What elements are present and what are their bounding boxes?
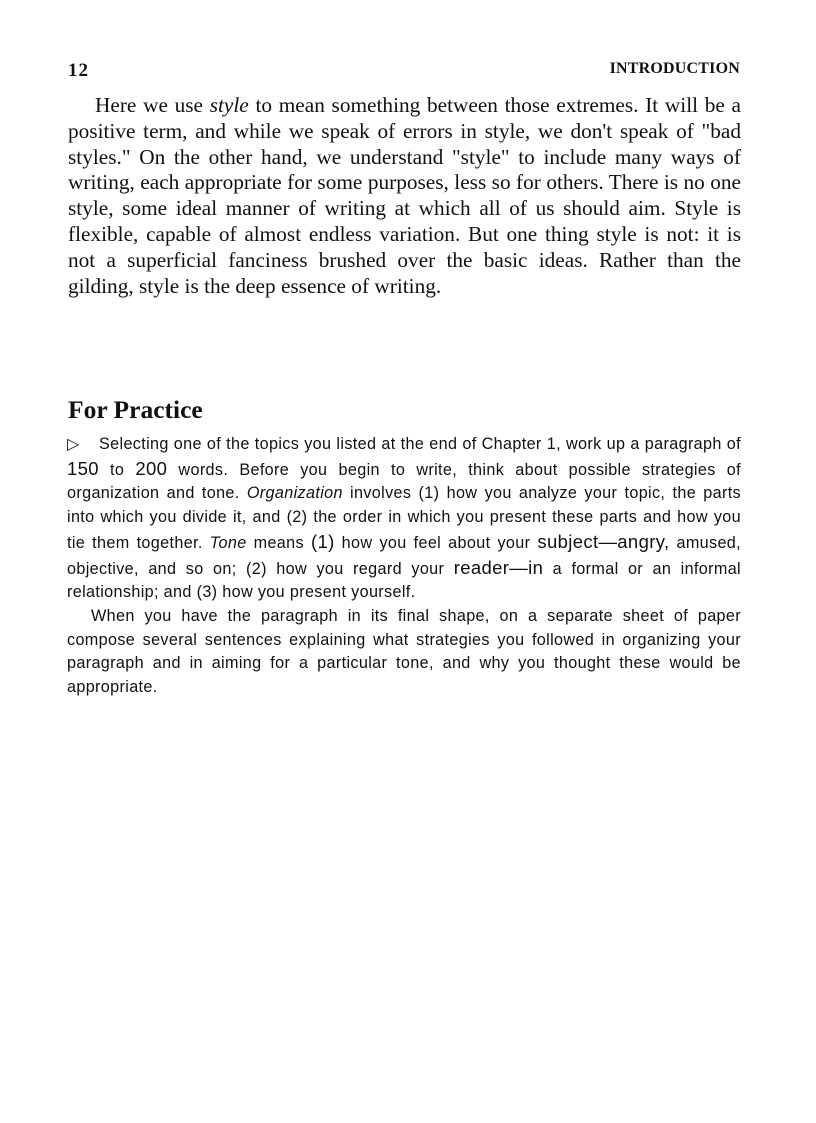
emphasized-word: style <box>209 93 249 117</box>
practice-paragraph: When you have the paragraph in its final shape, on a separate sheet of paper compose several sentences explaining what strategies you followed in organizing your paragraph and in aiming for a particular tone, and why you thought these would be appropriate. <box>67 606 741 697</box>
text-run: means <box>246 533 311 552</box>
text-run-reader: reader—in <box>453 556 544 578</box>
triangle-marker-icon: ▷ <box>67 436 80 453</box>
section-heading: For Practice <box>68 395 203 424</box>
body-paragraph <box>68 93 741 299</box>
text-run: Selecting one of the topics you listed at the end of Chapter 1, work up a paragraph of <box>99 435 741 453</box>
text-run: words. Before you begin to write, think about possible strategies of organization and tone. <box>67 460 741 503</box>
emphasized-term-tone: Tone <box>209 533 247 552</box>
list-number: (1) <box>310 530 335 552</box>
text-run: a formal or an informal relationship; and (3) how you present yourself. <box>67 559 741 602</box>
running-title: INTRODUCTION <box>609 60 740 77</box>
running-head <box>68 60 740 84</box>
text-run: to mean something between those extremes. It will be a positive term, and while we speak of errors in style, we don't speak of "bad styles." On the other hand, we understand "style" to include many ways of writing, each appropriate for some purposes, less so for others. There is no one style, some ideal manner of writing at which all of us should aim. Style is flexible, capable of almost endless variation. But one thing style is not: it is not a superficial fanciness brushed over the basic ideas. Rather than the gilding, style is the deep essence of writing. <box>68 93 742 298</box>
text-run: how you feel about your <box>334 533 538 552</box>
text-run: to <box>98 460 136 479</box>
text-run: Here we use <box>95 93 210 117</box>
emphasized-term-organization: Organization <box>246 484 343 503</box>
practice-paragraph <box>67 433 741 605</box>
practice-section <box>67 433 741 700</box>
word-count-max: 200 <box>135 457 168 479</box>
body-text <box>68 93 741 299</box>
text-run-subject: subject—angry, <box>537 530 670 552</box>
text-run: amused, objective, and so on; (2) how you regard your <box>67 533 742 578</box>
page-number: 12 <box>68 60 89 81</box>
text-run: involves (1) how you analyze your topic, the parts into which you divide it, and (2) the order in which you present these parts and how you tie them together. <box>67 484 742 552</box>
word-count-min: 150 <box>67 457 99 479</box>
